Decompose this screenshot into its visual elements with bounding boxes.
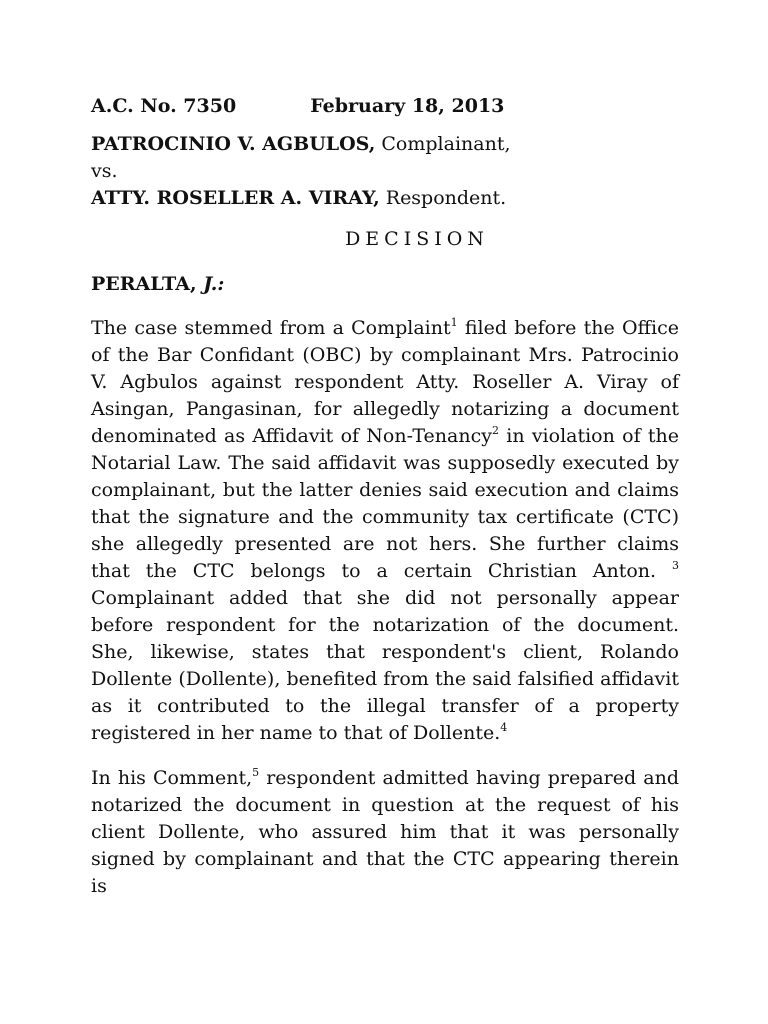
paragraph-2-text-b: respondent admitted having prepared and notarized the document in question at the request of his client Dollente, who assured him that it was personally signed by complainant and that the CTC appearing therein is — [91, 767, 679, 897]
document-page — [91, 93, 679, 918]
complainant-name: PATROCINIO V. AGBULOS, — [91, 133, 376, 155]
footnote-ref-3: 3 — [672, 559, 679, 572]
case-header — [91, 93, 679, 120]
versus-line: vs. — [91, 160, 118, 182]
paragraph-1 — [91, 315, 679, 747]
paragraph-1-text-b: filed before the Office of the Bar Confidant (OBC) by complainant Mrs. Patrocinio V. Agbulos against respondent Atty. Roseller A. Viray of Asingan, Pangasinan, for allegedly notarizing a document denominated as Affidavit of Non-Tenancy — [91, 317, 679, 447]
decision-title: DECISION — [345, 228, 489, 250]
paragraph-1-text-d: Complainant added that she did not personally appear before respondent for the notarization of the document. She, likewise, states that respondent's client, Rolando Dollente (Dollente), benefited from the said falsified affidavit as it contributed to the illegal transfer of a property registered in her name to that of Dollente. — [91, 587, 679, 744]
footnote-ref-4: 4 — [500, 721, 508, 734]
ponente — [91, 271, 679, 298]
respondent-line — [91, 185, 679, 212]
complainant-line — [91, 131, 679, 158]
ponente-name: PERALTA, — [91, 273, 204, 295]
decision-date: February 18, 2013 — [310, 95, 505, 117]
paragraph-1-text-a: The case stemmed from a Complaint — [91, 317, 451, 339]
ponente-suffix: J.: — [203, 273, 225, 295]
complainant-role: Complainant, — [375, 133, 511, 155]
footnote-ref-1: 1 — [450, 316, 458, 329]
case-number: A.C. No. 7350 — [91, 95, 237, 117]
case-parties — [91, 131, 679, 212]
respondent-name: ATTY. ROSELLER A. VIRAY, — [91, 187, 380, 209]
footnote-ref-5: 5 — [252, 766, 260, 779]
paragraph-1-text-c: in violation of the Notarial Law. The said affidavit was supposedly executed by complainant, but the latter denies said execution and claims that the signature and the community tax certificate (CTC) she allegedly presented are not hers. She further claims that the CTC belongs to a certain Christian Anton. — [91, 425, 679, 582]
paragraph-2-text-a: In his Comment, — [91, 767, 253, 789]
footnote-ref-2: 2 — [491, 424, 499, 437]
paragraph-2 — [91, 765, 679, 900]
respondent-role: Respondent. — [379, 187, 507, 209]
